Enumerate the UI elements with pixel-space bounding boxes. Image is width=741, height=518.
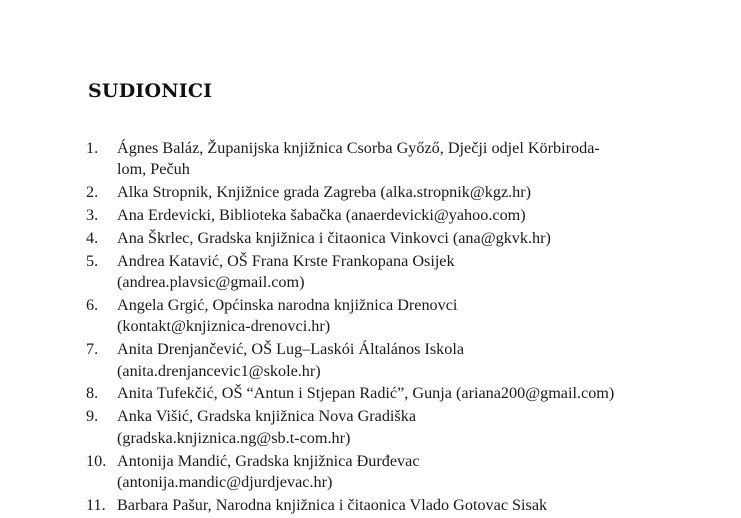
item-line: Barbara Pašur, Narodna knjižnica i čitaonica Vlado Gotovac Sisak — [117, 495, 548, 514]
item-line: Antonija Mandić, Gradska knjižnica Đurđevac — [117, 451, 420, 470]
list-item — [86, 228, 656, 249]
item-text — [117, 228, 656, 249]
item-line: Alka Stropnik, Knjižnice grada Zagreba (alka.stropnik@kgz.hr) — [117, 183, 532, 202]
item-number: 2. — [86, 183, 99, 202]
item-line: Ágnes Baláz, Županijska knjižnica Csorba Győző, Dječji odjel Körbiroda- — [117, 139, 600, 157]
list-item — [86, 406, 656, 449]
item-number: 7. — [86, 340, 99, 359]
item-line: Anka Višić, Gradska knjižnica Nova Gradiška — [117, 407, 417, 426]
item-text — [117, 295, 656, 338]
item-number: 4. — [86, 228, 99, 247]
list-item — [86, 182, 656, 203]
section-heading: SUDIONICI — [88, 80, 213, 102]
list-item — [86, 495, 656, 516]
item-text — [117, 406, 656, 449]
list-item — [86, 251, 656, 294]
item-line: (kontakt@knjiznica-drenovci.hr) — [117, 317, 331, 336]
item-number: 10. — [86, 451, 107, 470]
item-line: Ana Škrlec, Gradska knjižnica i čitaonica Vinkovci (ana@gkvk.hr) — [117, 228, 551, 247]
item-text — [117, 182, 656, 203]
list-item — [86, 383, 656, 404]
item-number: 6. — [86, 296, 99, 315]
item-number: 9. — [86, 407, 99, 426]
item-line: (antonija.mandic@djurdjevac.hr) — [117, 472, 333, 491]
item-line: Anita Drenjančević, OŠ Lug–Laskói Általános Iskola — [117, 340, 465, 359]
item-line: (andrea.plavsic@gmail.com) — [117, 273, 305, 292]
item-number: 8. — [86, 384, 99, 403]
participants-list — [86, 138, 656, 518]
item-number: 3. — [86, 206, 99, 225]
item-text — [117, 451, 656, 494]
item-line: lom, Pečuh — [117, 160, 190, 179]
list-item — [86, 205, 656, 226]
item-line: Andrea Katavić, OŠ Frana Krste Frankopana Osijek — [117, 251, 455, 270]
item-text — [117, 383, 656, 404]
item-line: Ana Erdevicki, Biblioteka šabačka (anaerdevicki@yahoo.com) — [117, 206, 526, 225]
list-item — [86, 138, 656, 181]
item-text — [117, 495, 656, 516]
item-line: Angela Grgić, Općinska narodna knjižnica Drenovci — [117, 296, 458, 315]
item-text — [117, 251, 656, 294]
item-number: 1. — [86, 139, 99, 157]
item-line: Anita Tufekčić, OŠ “Antun i Stjepan Radić”, Gunja (ariana200@gmail.com) — [117, 384, 615, 403]
list-item — [86, 339, 656, 382]
item-text — [117, 339, 656, 382]
item-line: (gradska.knjiznica.ng@sb.t-com.hr) — [117, 428, 351, 447]
item-text — [117, 205, 656, 226]
list-item — [86, 451, 656, 494]
item-number: 11. — [86, 495, 106, 514]
item-number: 5. — [86, 251, 99, 270]
item-text — [117, 138, 656, 181]
list-item — [86, 295, 656, 338]
item-line: (anita.drenjancevic1@skole.hr) — [117, 361, 321, 380]
